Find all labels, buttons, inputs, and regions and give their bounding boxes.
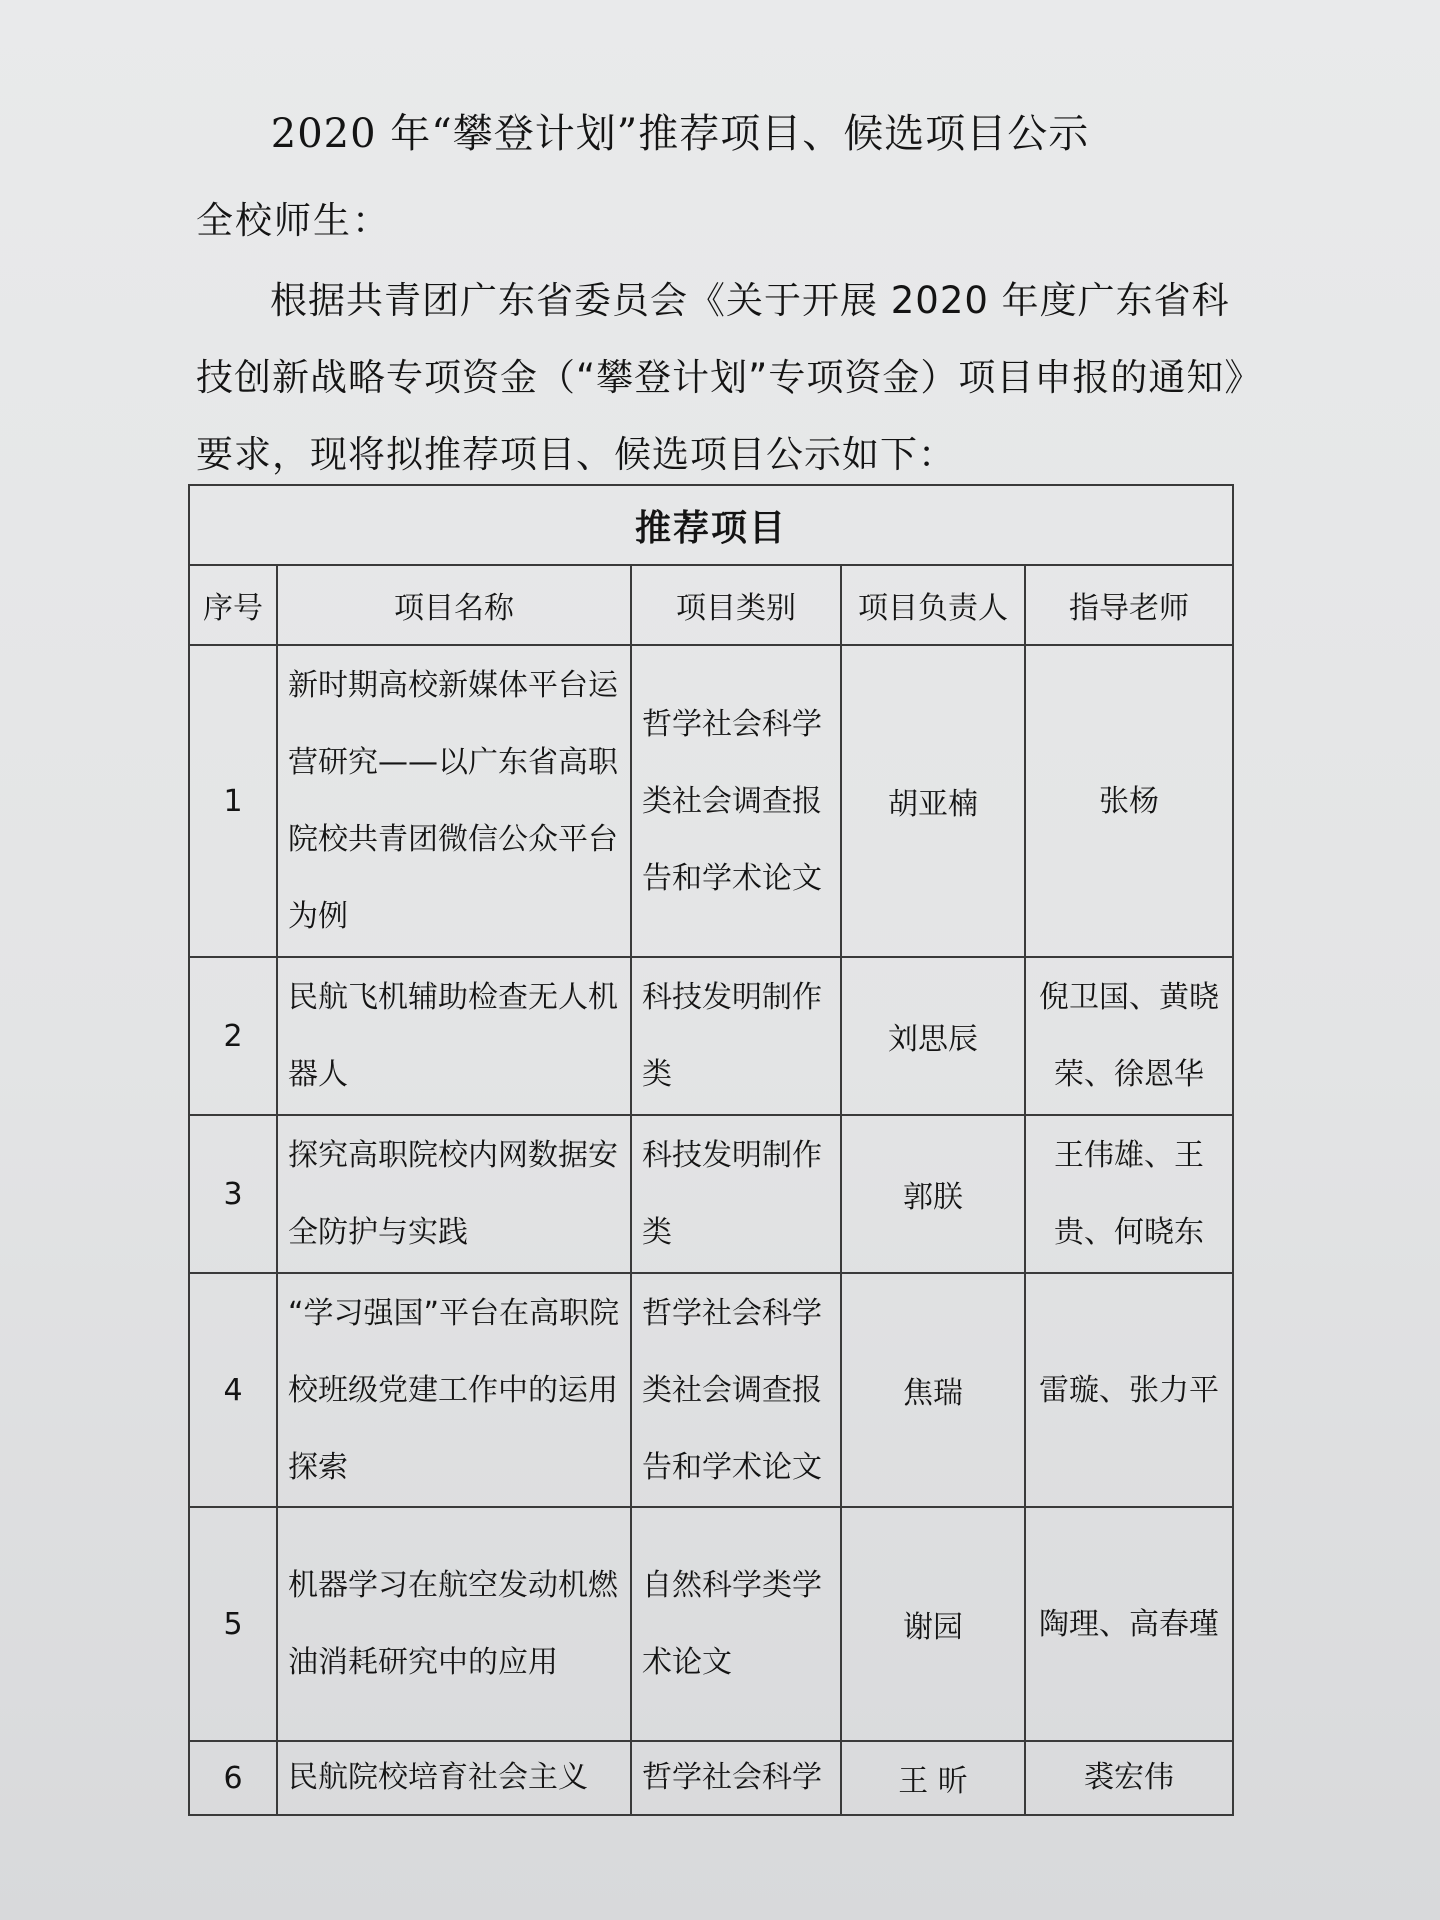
- table-row: [189, 645, 1233, 957]
- row-number: 6: [189, 1741, 277, 1815]
- project-advisor: 雷璇、张力平: [1025, 1273, 1233, 1507]
- row-number: 5: [189, 1507, 277, 1741]
- project-name: 民航飞机辅助检查无人机器人: [277, 957, 631, 1115]
- projects-table: [188, 484, 1234, 1816]
- row-number: 1: [189, 645, 277, 957]
- header-name: 项目名称: [277, 565, 631, 645]
- table-header-row: [189, 565, 1233, 645]
- header-advisor: 指导老师: [1025, 565, 1233, 645]
- row-number: 4: [189, 1273, 277, 1507]
- table-row: [189, 1273, 1233, 1507]
- project-advisor: 裘宏伟: [1025, 1741, 1233, 1815]
- greeting: 全校师生：: [196, 199, 391, 242]
- project-name: 机器学习在航空发动机燃油消耗研究中的应用: [277, 1507, 631, 1741]
- table-row: [189, 1507, 1233, 1741]
- project-category: 哲学社会科学类社会调查报告和学术论文: [631, 645, 841, 957]
- row-number: 3: [189, 1115, 277, 1273]
- project-name: 民航院校培育社会主义: [277, 1741, 631, 1815]
- project-category: 哲学社会科学类社会调查报告和学术论文: [631, 1273, 841, 1507]
- table-row: [189, 1741, 1233, 1815]
- project-lead: 焦瑞: [841, 1273, 1025, 1507]
- project-name: 新时期高校新媒体平台运营研究——以广东省高职院校共青团微信公众平台为例: [277, 645, 631, 957]
- project-category: 哲学社会科学: [631, 1741, 841, 1815]
- intro-paragraph: 根据共青团广东省委员会《关于开展 2020 年度广东省科技创新战略专项资金（“攀登计划”专项资金）项目申报的通知》要求，现将拟推荐项目、候选项目公示如下：: [196, 279, 1244, 476]
- table-row: [189, 957, 1233, 1115]
- project-lead: 谢园: [841, 1507, 1025, 1741]
- project-lead: 王 昕: [841, 1741, 1025, 1815]
- table-caption: 推荐项目: [189, 485, 1233, 565]
- project-category: 科技发明制作类: [631, 1115, 841, 1273]
- project-category: 科技发明制作类: [631, 957, 841, 1115]
- header-no: 序号: [189, 565, 277, 645]
- project-advisor: 陶理、高春瑾: [1025, 1507, 1233, 1741]
- row-number: 2: [189, 957, 277, 1115]
- header-category: 项目类别: [631, 565, 841, 645]
- notice-title: 2020 年“攀登计划”推荐项目、候选项目公示: [270, 111, 1090, 157]
- project-lead: 郭朕: [841, 1115, 1025, 1273]
- project-lead: 刘思辰: [841, 957, 1025, 1115]
- header-lead: 项目负责人: [841, 565, 1025, 645]
- table-row: [189, 1115, 1233, 1273]
- project-advisor: 张杨: [1025, 645, 1233, 957]
- project-advisor: 王伟雄、王贵、何晓东: [1025, 1115, 1233, 1273]
- project-lead: 胡亚楠: [841, 645, 1025, 957]
- project-name: “学习强国”平台在高职院校班级党建工作中的运用探索: [277, 1273, 631, 1507]
- project-category: 自然科学类学术论文: [631, 1507, 841, 1741]
- project-name: 探究高职院校内网数据安全防护与实践: [277, 1115, 631, 1273]
- table-caption-row: [189, 485, 1233, 565]
- project-advisor: 倪卫国、黄晓荣、徐恩华: [1025, 957, 1233, 1115]
